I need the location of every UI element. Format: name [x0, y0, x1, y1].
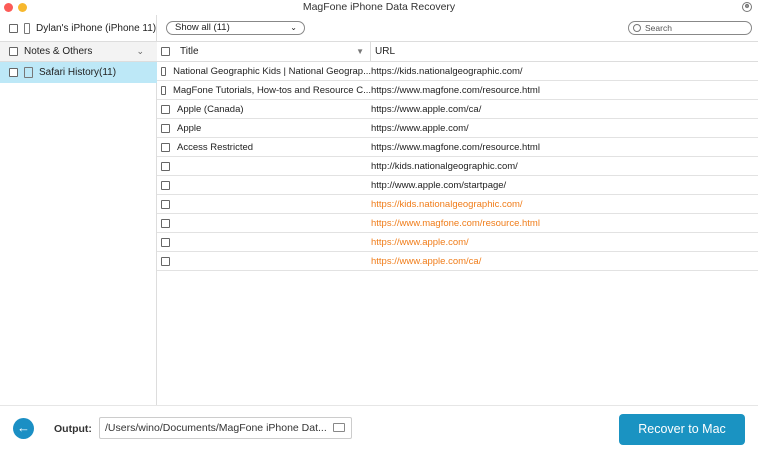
main-panel [157, 15, 758, 405]
chevron-down-icon[interactable]: ⌄ [136, 46, 144, 56]
title-cell [157, 195, 371, 213]
title-cell [157, 176, 371, 194]
sidebar-item-safari-history[interactable] [0, 62, 157, 83]
row-checkbox[interactable] [161, 257, 170, 266]
output-path-value: /Users/wino/Documents/MagFone iPhone Dat... [105, 422, 327, 434]
column-title-header[interactable] [157, 42, 371, 61]
output-label: Output: [54, 423, 92, 435]
row-url: https://www.magfone.com/resource.html [371, 141, 540, 153]
recover-to-mac-button[interactable]: Recover to Mac [619, 414, 745, 445]
table-header [157, 41, 758, 62]
row-url: https://www.apple.com/ [371, 122, 469, 134]
filter-dropdown[interactable] [166, 21, 305, 35]
table-row[interactable] [157, 195, 758, 214]
row-url: https://www.magfone.com/resource.html [371, 84, 540, 96]
title-cell [157, 252, 371, 270]
history-icon [24, 67, 33, 78]
chevron-down-icon: ⌄ [290, 23, 297, 32]
device-checkbox[interactable] [9, 24, 18, 33]
category-checkbox[interactable] [9, 47, 18, 56]
row-url: https://www.apple.com/ [371, 236, 469, 248]
row-checkbox[interactable] [161, 143, 170, 152]
row-url: https://www.magfone.com/resource.html [371, 217, 540, 229]
back-button[interactable] [13, 418, 34, 439]
table-row[interactable] [157, 62, 758, 81]
row-checkbox[interactable] [161, 124, 170, 133]
output-path-field[interactable] [99, 417, 352, 439]
folder-icon[interactable] [333, 423, 345, 432]
row-url: https://kids.nationalgeographic.com/ [371, 65, 523, 77]
footer [0, 405, 758, 450]
row-title: Apple [177, 122, 202, 134]
phone-icon [24, 23, 30, 34]
search-icon [633, 24, 641, 32]
search-input[interactable] [628, 21, 752, 35]
filter-value: Show all (11) [175, 22, 230, 33]
user-account-icon[interactable]: ☻ [743, 3, 751, 10]
minimize-window-button[interactable] [18, 3, 27, 12]
sidebar [0, 15, 157, 405]
column-url-header[interactable]: URL [375, 46, 396, 57]
table-row[interactable] [157, 81, 758, 100]
title-cell [157, 138, 371, 156]
close-window-button[interactable] [4, 3, 13, 12]
title-cell [157, 81, 371, 99]
title-cell [157, 233, 371, 251]
arrow-left-icon: ← [17, 420, 30, 435]
table-row[interactable] [157, 100, 758, 119]
row-checkbox[interactable] [161, 219, 170, 228]
safari-history-checkbox[interactable] [9, 68, 18, 77]
table-row[interactable] [157, 252, 758, 271]
category-label: Notes & Others [24, 46, 93, 57]
select-all-checkbox[interactable] [161, 47, 170, 56]
row-url: https://www.apple.com/ca/ [371, 255, 482, 267]
window-title: MagFone iPhone Data Recovery [302, 1, 456, 13]
row-url: http://kids.nationalgeographic.com/ [371, 160, 518, 172]
row-url: https://www.apple.com/ca/ [371, 103, 482, 115]
sidebar-item-label: Safari History(11) [39, 67, 117, 78]
row-checkbox[interactable] [161, 162, 170, 171]
row-title: Apple (Canada) [177, 103, 244, 115]
row-checkbox[interactable] [161, 67, 166, 76]
title-cell [157, 62, 371, 80]
device-name: Dylan's iPhone (iPhone 11) [36, 22, 157, 34]
row-url: https://kids.nationalgeographic.com/ [371, 198, 523, 210]
sort-arrow-icon[interactable]: ▼ [356, 47, 364, 56]
title-cell [157, 157, 371, 175]
category-notes-others[interactable] [0, 41, 157, 62]
table-row[interactable] [157, 214, 758, 233]
device-row[interactable] [0, 20, 157, 36]
table-row[interactable] [157, 176, 758, 195]
row-checkbox[interactable] [161, 238, 170, 247]
title-cell [157, 119, 371, 137]
row-title: Access Restricted [177, 141, 254, 153]
search-placeholder: Search [645, 23, 672, 33]
row-checkbox[interactable] [161, 105, 170, 114]
table-row[interactable] [157, 233, 758, 252]
row-url: http://www.apple.com/startpage/ [371, 179, 507, 191]
row-title: National Geographic Kids | National Geograp... [173, 65, 371, 77]
title-cell [157, 100, 371, 118]
column-title-label: Title [180, 46, 199, 57]
row-title: MagFone Tutorials, How-tos and Resource C... [172, 84, 371, 96]
row-checkbox[interactable] [161, 200, 170, 209]
title-cell [157, 214, 371, 232]
table-row[interactable] [157, 119, 758, 138]
row-checkbox[interactable] [161, 86, 166, 95]
title-bar [0, 0, 758, 15]
table-row[interactable] [157, 138, 758, 157]
row-checkbox[interactable] [161, 181, 170, 190]
table-row[interactable] [157, 157, 758, 176]
